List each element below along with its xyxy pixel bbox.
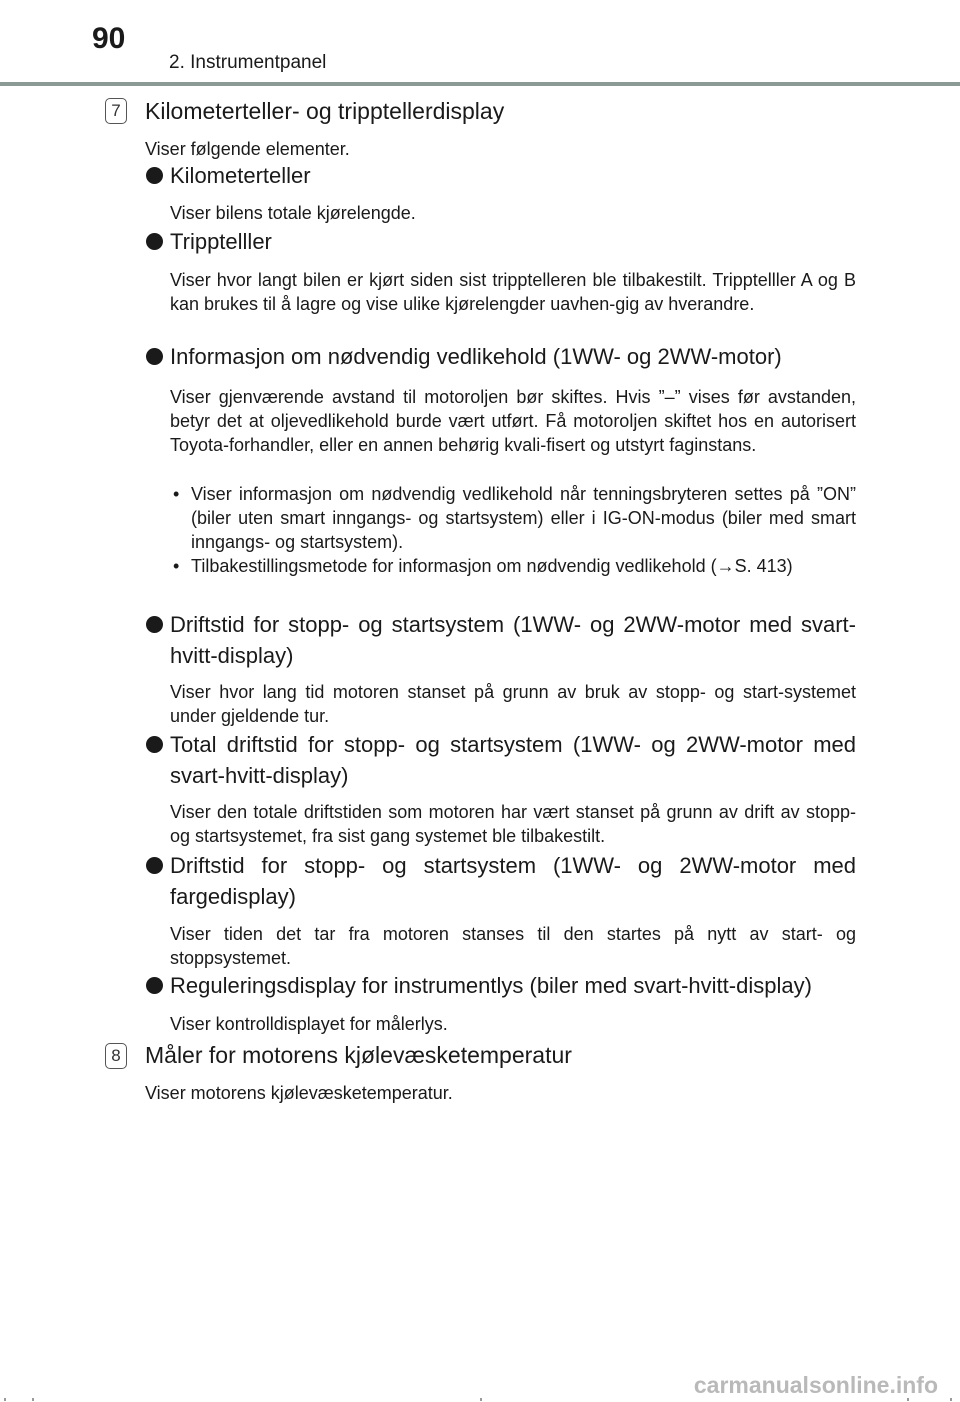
section-intro: Viser motorens kjølevæsketemperatur.: [145, 1083, 453, 1103]
page-header: [0, 0, 960, 90]
sub-list-item: [170, 554, 856, 578]
bullet-icon: [146, 736, 163, 753]
bullet-icon: [146, 348, 163, 365]
sub-bullet-icon: •: [173, 556, 180, 576]
item-description: Viser hvor lang tid motoren stanset på grunn av bruk av stopp- og start-systemet under gjeldende tur.: [170, 682, 856, 726]
page-number: 90: [92, 22, 126, 55]
bullet-icon: [146, 233, 163, 250]
section-title: Kilometerteller- og tripptellerdisplay: [145, 98, 505, 124]
sub-item-text: Viser informasjon om nødvendig vedlikehold når tenningsbryteren settes på ”ON” (biler uten smart inngangs- og startsystem) eller i IG-ON-modus (biler med smart inngangs- og startsystem).: [191, 484, 856, 552]
section-number-badge: 7: [105, 98, 127, 124]
item-description: Viser hvor langt bilen er kjørt siden sist tripptelleren ble tilbakestilt. Tripptelller A og B kan brukes til å lagre og vise ulike kjørelengder uavhen-gig av hverandre.: [170, 270, 856, 314]
item-title: Tripptelller: [170, 229, 272, 254]
header-divider: [0, 82, 960, 86]
chapter-title: 2. Instrumentpanel: [169, 52, 327, 73]
page-edge-marks: [0, 1398, 960, 1402]
sub-bullet-icon: •: [173, 484, 180, 504]
item-description: Viser bilens totale kjørelengde.: [170, 203, 416, 223]
section-intro: Viser følgende elementer.: [145, 139, 350, 159]
bullet-icon: [146, 857, 163, 874]
section-title: Måler for motorens kjølevæsketemperatur: [145, 1042, 572, 1068]
item-title: Driftstid for stopp- og startsystem (1WW- og 2WW-motor med fargedisplay): [170, 853, 856, 909]
item-description: Viser kontrolldisplayet for målerlys.: [170, 1014, 448, 1034]
bullet-icon: [146, 616, 163, 633]
section-number-badge: 8: [105, 1043, 127, 1069]
watermark: carmanualsonline.info: [693, 1372, 938, 1398]
item-title: Driftstid for stopp- og startsystem (1WW- og 2WW-motor med svart-hvitt-display): [170, 612, 856, 668]
item-description: Viser tiden det tar fra motoren stanses til den startes på nytt av start- og stoppsystemet.: [170, 924, 856, 968]
sub-item-text[interactable]: Tilbakestillingsmetode for informasjon om nødvendig vedlikehold (→S. 413): [191, 556, 793, 576]
item-description: Viser gjenværende avstand til motoroljen bør skiftes. Hvis ”–” vises før avstanden, betyr det at oljevedlikehold burde vært utført. Få motoroljen skiftet hos en autorisert Toyota-forhandler, eller en annen behørig kvali-fisert og utstyrt faginstans.: [170, 387, 856, 455]
sub-list: [170, 482, 856, 578]
sub-list-item: [170, 482, 856, 554]
bullet-icon: [146, 977, 163, 994]
bullet-icon: [146, 167, 163, 184]
item-title: Reguleringsdisplay for instrumentlys (biler med svart-hvitt-display): [170, 973, 812, 998]
item-description: Viser den totale driftstiden som motoren har vært stanset på grunn av drift av stopp- og startsystemet, fra sist gang systemet ble tilbakestilt.: [170, 802, 856, 846]
item-title: Kilometerteller: [170, 163, 311, 188]
item-title: Total driftstid for stopp- og startsystem (1WW- og 2WW-motor med svart-hvitt-display): [170, 732, 856, 788]
item-title: Informasjon om nødvendig vedlikehold (1WW- og 2WW-motor): [170, 344, 782, 369]
